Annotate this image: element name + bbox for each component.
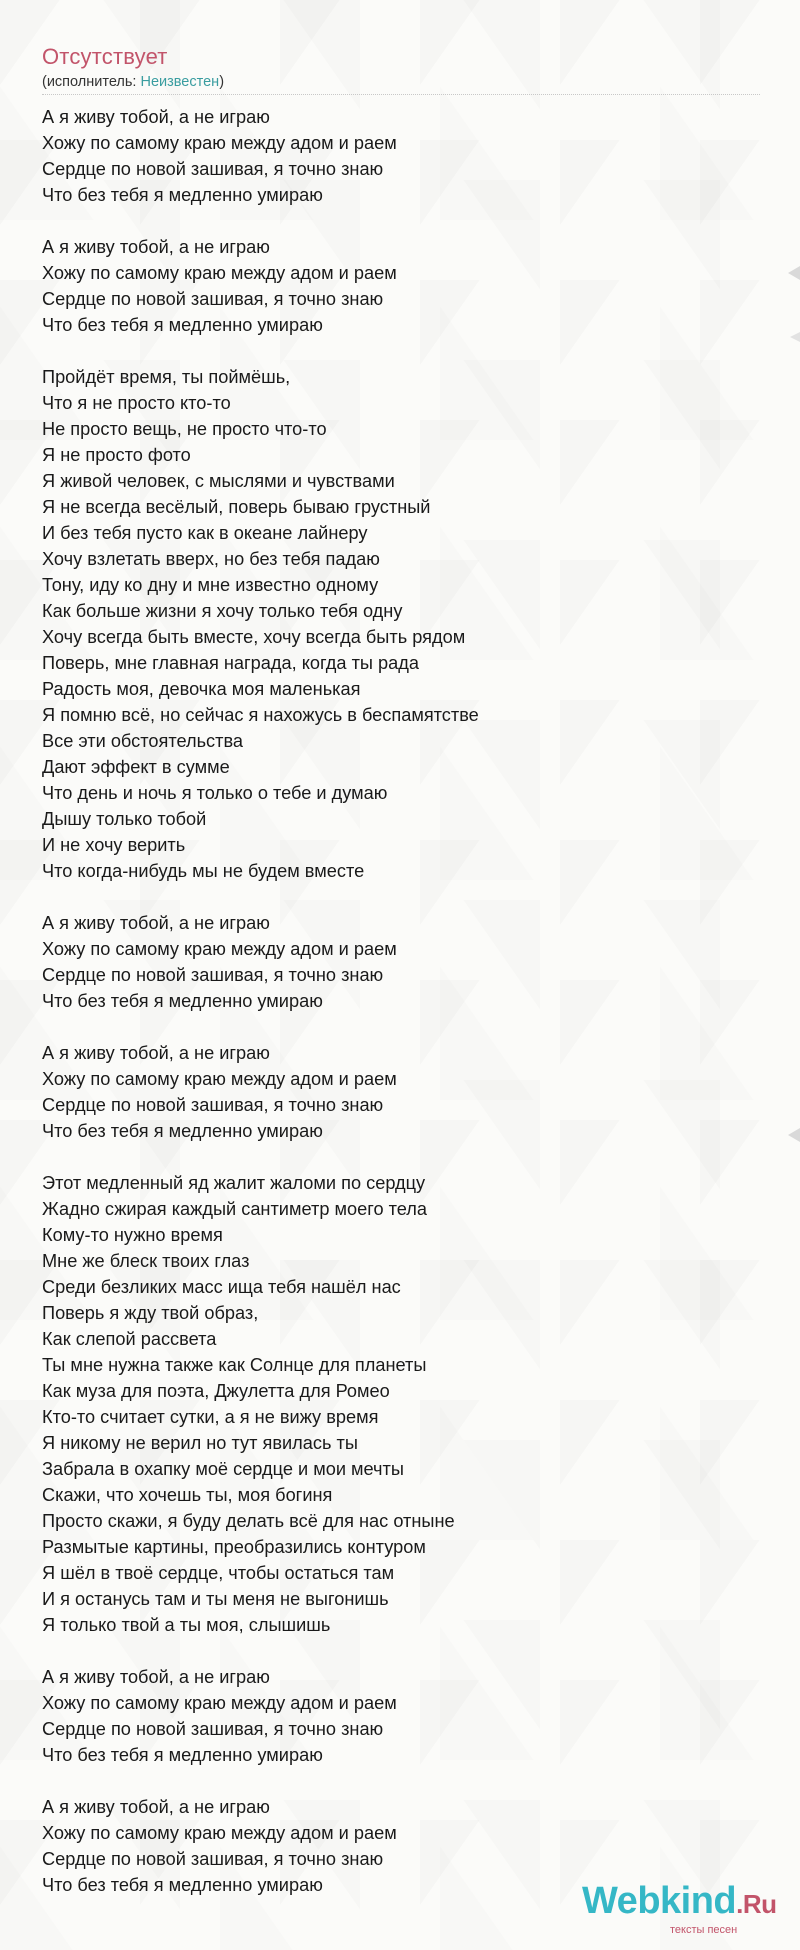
lyrics-line: Хожу по самому краю между адом и раем xyxy=(42,1693,397,1713)
lyrics-line: А я живу тобой, а не играю xyxy=(42,1043,270,1063)
lyrics-line: Дают эффект в сумме xyxy=(42,757,230,777)
title-divider xyxy=(42,94,760,95)
lyrics-line: Что без тебя я медленно умираю xyxy=(42,185,323,205)
lyrics-line: Сердце по новой зашивая, я точно знаю xyxy=(42,289,384,309)
lyrics-line: Скажи, что хочешь ты, моя богиня xyxy=(42,1485,333,1505)
lyrics-line: Забрала в охапку моё сердце и мои мечты xyxy=(42,1459,404,1479)
lyrics-line: Поверь я жду твой образ, xyxy=(42,1303,259,1323)
lyrics-line: Хожу по самому краю между адом и раем xyxy=(42,939,397,959)
lyrics-line: Тону, иду ко дну и мне известно одному xyxy=(42,575,379,595)
lyrics-line: Что без тебя я медленно умираю xyxy=(42,1875,323,1895)
lyrics-line: Хочу взлетать вверх, но без тебя падаю xyxy=(42,549,380,569)
lyrics-line: И без тебя пусто как в океане лайнеру xyxy=(42,523,368,543)
lyrics-line: Сердце по новой зашивая, я точно знаю xyxy=(42,1719,384,1739)
lyrics-line: Этот медленный яд жалит жаломи по сердцу xyxy=(42,1173,426,1193)
lyrics-line: Не просто вещь, не просто что-то xyxy=(42,419,327,439)
lyrics-line: Кто-то считает сутки, а я не вижу время xyxy=(42,1407,379,1427)
song-title: Отсутствует xyxy=(42,44,168,69)
lyrics-line: Что без тебя я медленно умираю xyxy=(42,1121,323,1141)
lyrics-line: Радость моя, девочка моя маленькая xyxy=(42,679,361,699)
lyrics-line: Что без тебя я медленно умираю xyxy=(42,1745,323,1765)
lyrics-line: Хожу по самому краю между адом и раем xyxy=(42,1823,397,1843)
lyrics-stanza xyxy=(42,1170,742,1638)
lyrics-stanza xyxy=(42,1040,742,1144)
lyrics-line: Хожу по самому краю между адом и раем xyxy=(42,1069,397,1089)
lyrics-line: А я живу тобой, а не играю xyxy=(42,237,270,257)
lyrics-line: Хочу всегда быть вместе, хочу всегда быть рядом xyxy=(42,627,466,647)
lyrics-line: Просто скажи, я буду делать всё для нас отныне xyxy=(42,1511,455,1531)
page-edge-mark-icon xyxy=(786,266,800,280)
lyrics-line: Мне же блеск твоих глаз xyxy=(42,1251,250,1271)
lyrics-line: И я останусь там и ты меня не выгонишь xyxy=(42,1589,389,1609)
lyrics-line: Дышу только тобой xyxy=(42,809,207,829)
lyrics-line: Я помню всё, но сейчас я нахожусь в беспамятстве xyxy=(42,705,479,725)
lyrics-line: Как муза для поэта, Джулетта для Ромео xyxy=(42,1381,390,1401)
logo-tld-text: .Ru xyxy=(736,1889,777,1919)
artist-link[interactable]: Неизвестен xyxy=(140,74,220,90)
lyrics-line: А я живу тобой, а не играю xyxy=(42,1667,270,1687)
lyrics-line: Сердце по новой зашивая, я точно знаю xyxy=(42,965,384,985)
lyrics-line: Хожу по самому краю между адом и раем xyxy=(42,133,397,153)
logo-tagline: тексты песен xyxy=(670,1924,738,1936)
artist-line xyxy=(42,74,224,90)
lyrics-line: Кому-то нужно время xyxy=(42,1225,223,1245)
lyrics-line: Что без тебя я медленно умираю xyxy=(42,991,323,1011)
lyrics-line: А я живу тобой, а не играю xyxy=(42,913,270,933)
page-edge-mark-icon xyxy=(786,330,800,344)
lyrics-line: Как слепой рассвета xyxy=(42,1329,217,1349)
lyrics-body xyxy=(42,104,742,1924)
lyrics-stanza xyxy=(42,910,742,1014)
lyrics-line: Сердце по новой зашивая, я точно знаю xyxy=(42,1095,384,1115)
lyrics-line: А я живу тобой, а не играю xyxy=(42,1797,270,1817)
logo-wordmark xyxy=(582,1880,777,1923)
lyrics-line: Сердце по новой зашивая, я точно знаю xyxy=(42,159,384,179)
lyrics-stanza xyxy=(42,234,742,338)
artist-prefix: (исполнитель: xyxy=(42,74,141,90)
lyrics-line: Я никому не верил но тут явилась ты xyxy=(42,1433,358,1453)
lyrics-line: Я только твой а ты моя, слышишь xyxy=(42,1615,331,1635)
lyrics-line: Размытые картины, преобразились контуром xyxy=(42,1537,426,1557)
lyrics-stanza xyxy=(42,364,742,884)
lyrics-line: Как больше жизни я хочу только тебя одну xyxy=(42,601,403,621)
artist-suffix: ) xyxy=(219,74,225,90)
lyrics-line: Поверь, мне главная награда, когда ты рада xyxy=(42,653,419,673)
page-edge-mark-icon xyxy=(786,1128,800,1142)
lyrics-line: Я шёл в твоё сердце, чтобы остаться там xyxy=(42,1563,395,1583)
lyrics-line: Что день и ночь я только о тебе и думаю xyxy=(42,783,388,803)
lyrics-line: Что я не просто кто-то xyxy=(42,393,231,413)
logo-main-text: Webkind xyxy=(582,1880,737,1922)
lyrics-line: Я не всегда весёлый, поверь бываю грустный xyxy=(42,497,431,517)
lyrics-line: Сердце по новой зашивая, я точно знаю xyxy=(42,1849,384,1869)
lyrics-line: Я не просто фото xyxy=(42,445,191,465)
lyrics-line: Что когда-нибудь мы не будем вместе xyxy=(42,861,365,881)
lyrics-line: Пройдёт время, ты поймёшь, xyxy=(42,367,291,387)
lyrics-line: Жадно сжирая каждый сантиметр моего тела xyxy=(42,1199,427,1219)
site-logo[interactable] xyxy=(582,1880,782,1936)
lyrics-line: Ты мне нужна также как Солнце для планеты xyxy=(42,1355,427,1375)
lyrics-line: Я живой человек, с мыслями и чувствами xyxy=(42,471,395,491)
lyrics-line: И не хочу верить xyxy=(42,835,186,855)
lyrics-stanza xyxy=(42,1664,742,1768)
lyrics-line: Все эти обстоятельства xyxy=(42,731,244,751)
lyrics-line: Что без тебя я медленно умираю xyxy=(42,315,323,335)
lyrics-line: А я живу тобой, а не играю xyxy=(42,107,270,127)
lyrics-line: Среди безликих масс ища тебя нашёл нас xyxy=(42,1277,401,1297)
lyrics-line: Хожу по самому краю между адом и раем xyxy=(42,263,397,283)
lyrics-stanza xyxy=(42,104,742,208)
